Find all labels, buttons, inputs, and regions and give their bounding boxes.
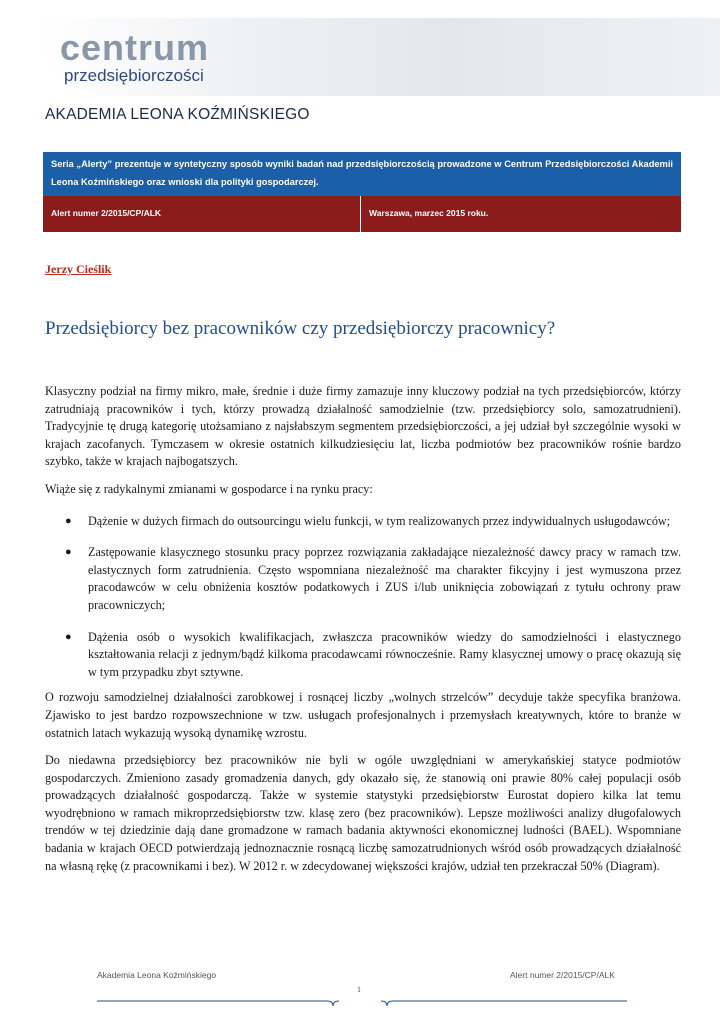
footer-alert-number: Alert numer 2/2015/CP/ALK	[510, 970, 615, 980]
bullet-icon: ●	[65, 630, 72, 643]
academy-heading: AKADEMIA LEONA KOŹMIŃSKIEGO	[45, 106, 310, 123]
paragraph: Klasyczny podział na firmy mikro, małe, średnie i duże firmy zamazuje inny kluczowy podział na tych przedsiębiorców, którzy zatrudniają pracowników i tych, którzy prowadzą działalność samodzielnie (tzw. przedsiębiorcy solo, samozatrudnieni). Tradycyjnie tę drugą kategorię utożsamiano z najsłabszym segmentem przedsiębiorczości, a jej udział był szczególnie wysoki w krajach zacofanych. Tymczasem w okresie ostatnich kilkudziesięciu lat, liczba podmiotów bez pracowników rośnie bardzo szybko, także w krajach najbogatszych.	[45, 384, 681, 469]
body-content	[45, 383, 681, 885]
footer-page-number: 1	[357, 985, 361, 994]
author-name: Jerzy Cieślik	[45, 262, 112, 276]
footer-institution: Akademia Leona Koźmińskiego	[97, 970, 217, 980]
series-info-text: Seria „Alerty” prezentuje w syntetyczny sposób wyniki badań nad przedsiębiorczością prowadzone w Centrum Przedsiębiorczości Akademii Leona Koźmińskiego oraz wnioski dla polityki gospodarczej.	[51, 159, 673, 187]
footer-divider	[97, 998, 627, 1012]
bullet-icon: ●	[65, 546, 72, 559]
series-info-box	[43, 152, 681, 196]
list-item	[45, 513, 681, 531]
list-item-text: Zastępowanie klasycznego stosunku pracy poprzez rozwiązania zakładające niezależność dawcy pracy w ramach tzw. elastycznych form zatrudnienia. Często wspomniana niezależność ma charakter fikcyjny i jest wymuszona przez pracodawców w celu obniżenia kosztów podatkowych i ZUS i/lub uniknięcia zobowiązań z tytułu ochrony praw pracowniczych;	[88, 545, 681, 612]
list-item-text: Dążenie w dużych firmach do outsourcingu wielu funkcji, w tym realizowanych przez indywidualnych usługodawców;	[88, 513, 671, 528]
document-title: Przedsiębiorcy bez pracowników czy przedsiębiorczy pracownicy?	[45, 318, 556, 339]
alert-number: Alert numer 2/2015/CP/ALK	[43, 196, 361, 232]
centrum-logo	[60, 27, 230, 90]
paragraph: O rozwoju samodzielnej działalności zarobkowej i rosnącej liczby „wolnych strzelców” decyduje także specyfika branżowa. Zjawisko to jest bardzo rozpowszechnione w tzw. usługach profesjonalnych i przemysłach kreatywnych, które to branże w ostatnich latach wykazują wysoką dynamikę wzrostu.	[45, 690, 681, 740]
list-item	[45, 629, 681, 682]
alert-place-date: Warszawa, marzec 2015 roku.	[369, 208, 489, 218]
logo-main-text: centrum	[60, 27, 210, 68]
paragraph: Do niedawna przedsiębiorcy bez pracowników nie byli w ogóle uwzględniani w amerykańskiej statyce podmiotów gospodarczych. Zmieniono zasady gromadzenia danych, gdy okazało się, że stanowią oni prawie 80% całej populacji osób prowadzących działalność gospodarczą. Także w systemie statystyki przedsiębiorstw Eurostat dopiero kilka lat temu wyodrębniono w ramach mikroprzedsiębiorstw tzw. klasę zero (bez pracowników). Lepsze możliwości analizy długofalowych trendów w tej dziedzinie dają dane gromadzone w ramach badania aktywności ekonomicznej ludności (BAEL). Wspomniane badania w krajach OECD potwierdzają jednoznacznie rosnącą liczbę samozatrudnionych wśród osób prowadzących działalność na własną rękę (z pracownikami i bez). W 2012 r. w zdecydowanej większości krajów, udział ten przekraczał 50% (Diagram).	[45, 753, 681, 873]
list-item-text: Dążenia osób o wysokich kwalifikacjach, zwłaszcza pracowników wiedzy do samodzielności i elastycznego kształtowania relacji z jednym/bądź kilkoma pracodawcami równocześnie. Ramy klasycznej umowy o pracę okazują się w tym przypadku zbyt sztywne.	[88, 629, 681, 679]
bullet-list	[45, 513, 681, 682]
logo-sub-text: przedsiębiorczości	[64, 66, 204, 85]
list-item	[45, 544, 681, 614]
paragraph: Wiąże się z radykalnymi zmianami w gospodarce i na rynku pracy:	[45, 481, 373, 496]
alert-info-box	[43, 196, 681, 232]
bullet-icon: ●	[65, 514, 72, 527]
